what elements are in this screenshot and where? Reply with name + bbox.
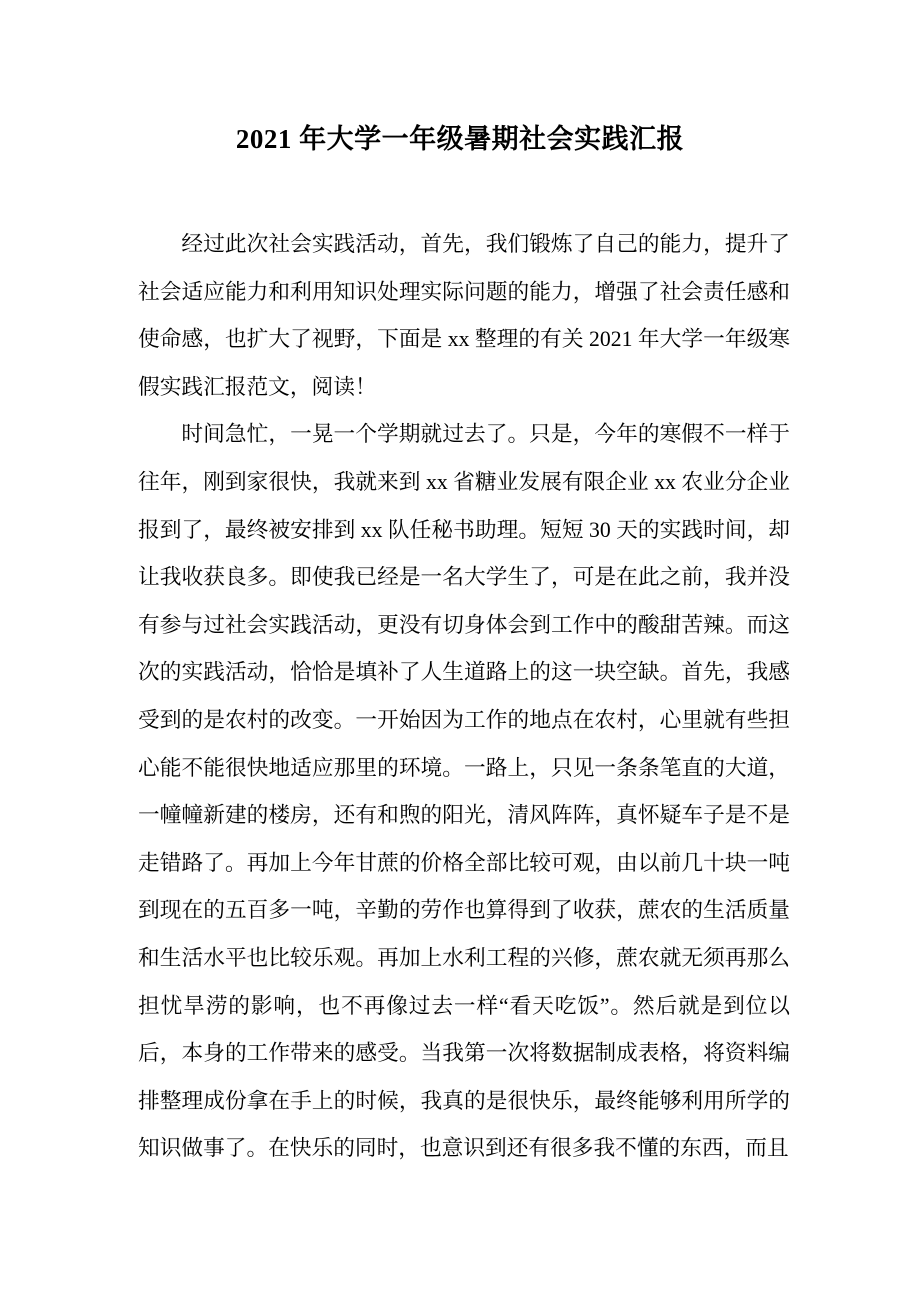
paragraph-intro: 经过此次社会实践活动，首先，我们锻炼了自己的能力，提升了社会适应能力和利用知识处理实际问题的能力，增强了社会责任感和使命感，也扩大了视野，下面是 xx 整理的有关 2021 年大学一年级寒假实践汇报范文，阅读！ bbox=[138, 232, 790, 399]
page-title: 2021 年大学一年级暑期社会实践汇报 bbox=[235, 124, 685, 154]
document-body bbox=[0, 221, 920, 1173]
paragraph-main: 时间急忙，一晃一个学期就过去了。只是，今年的寒假不一样于往年，刚到家很快，我就来到 xx 省糖业发展有限企业 xx 农业分企业报到了，最终被安排到 xx 队任秘书助理。短短 30 天的实践时间，却让我收获良多。即使我已经是一名大学生了，可是在此之前，我并没有参与过社会实践活动，更没有切身体会到工作中的酸甜苦辣。而这次的实践活动，恰恰是填补了人生道路上的这一块空缺。首先，我感受到的是农村的改变。一开始因为工作的地点在农村，心里就有些担心能不能很快地适应那里的环境。一路上，只见一条条笔直的大道，一幢幢新建的楼房，还有和煦的阳光，清风阵阵，真怀疑车子是不是走错路了。再加上今年甘蔗的价格全部比较可观，由以前几十块一吨到现在的五百多一吨，辛勤的劳作也算得到了收获，蔗农的生活质量和生活水平也比较乐观。再加上水利工程的兴修，蔗农就无须再那么担忧旱涝的影响，也不再像过去一样“看天吃饭”。然后就是到位以后，本身的工作带来的感受。当我第一次将数据制成表格，将资料编排整理成份拿在手上的时候，我真的是很快乐，最终能够利用所学的知识做事了。在快乐的同时，也意识到还有很多我不懂的东西，而且 bbox=[138, 422, 790, 1161]
